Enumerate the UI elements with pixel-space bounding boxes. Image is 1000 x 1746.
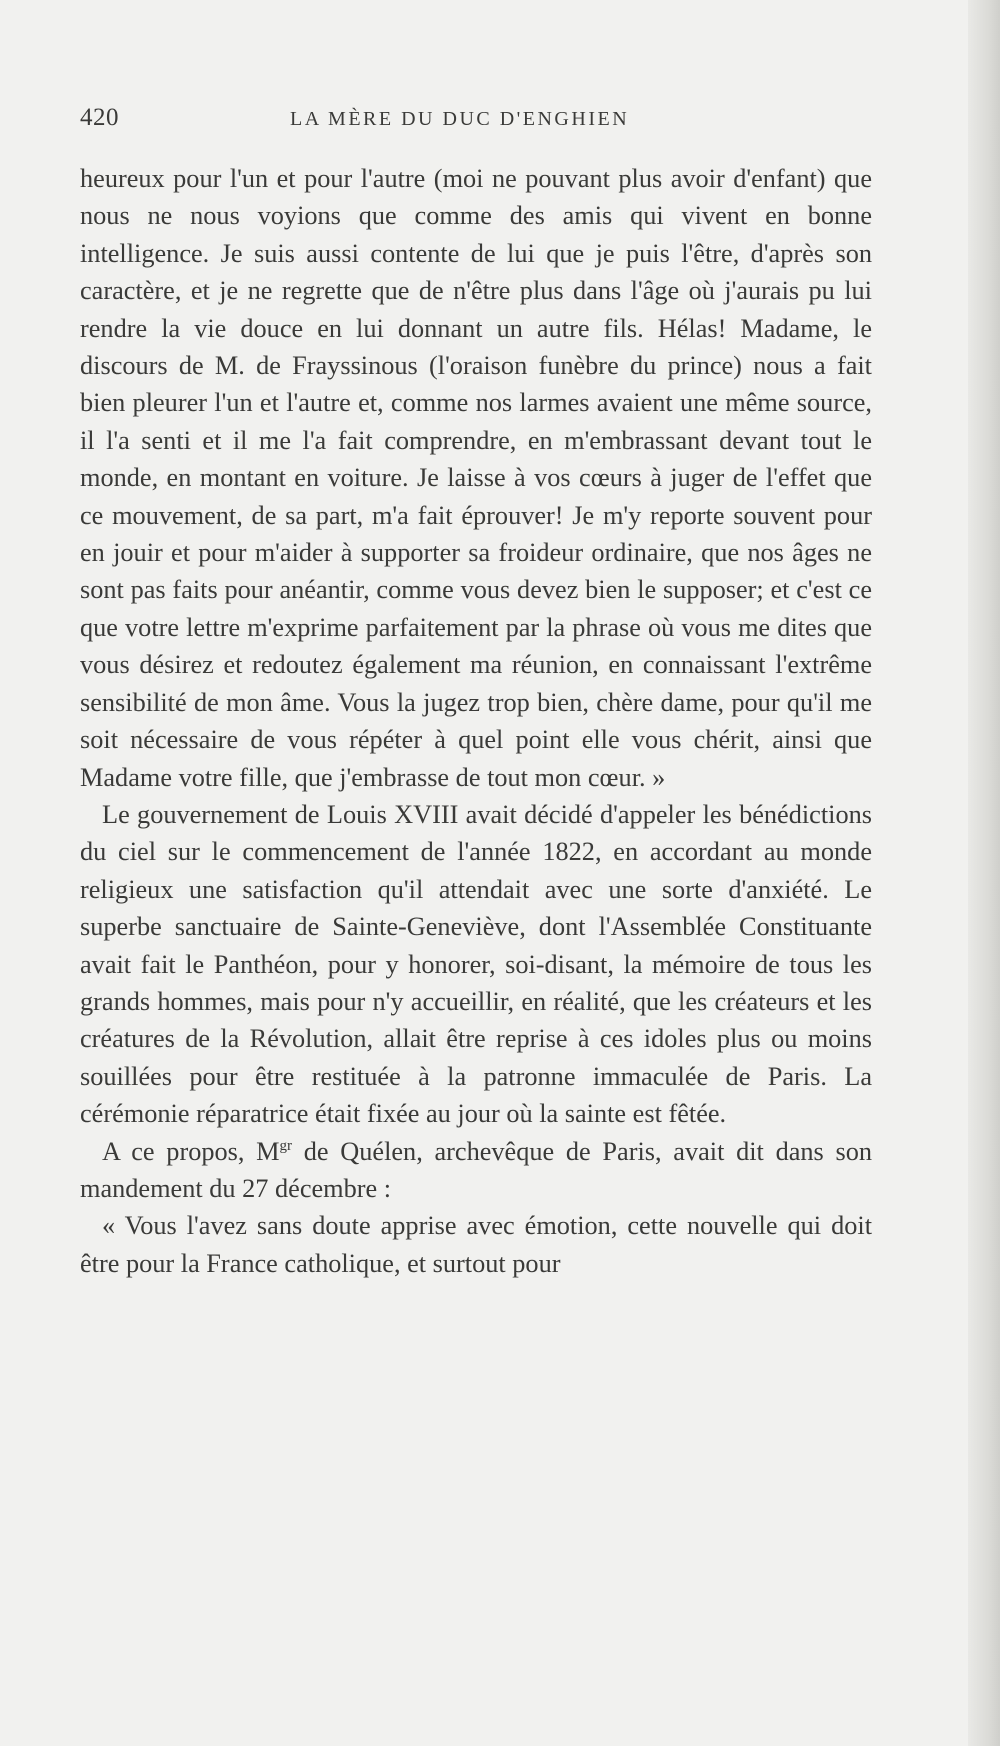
superscript-gr: gr — [279, 1137, 293, 1154]
running-title: LA MÈRE DU DUC D'ENGHIEN — [290, 108, 630, 130]
body-text — [80, 160, 872, 1282]
paragraph-quotation: « Vous l'avez sans doute apprise avec émotion, cette nouvelle qui doit être pour la France catholique, et surtout pour — [80, 1211, 872, 1278]
mandement-text-start: A ce propos, M — [102, 1136, 280, 1166]
paragraph-mandement — [80, 1133, 872, 1208]
page-edge-shadow — [968, 0, 1000, 1746]
paragraph-government: Le gouvernement de Louis XVIII avait décidé d'appeler les bénédictions du ciel sur le commencement de l'année 1822, en accordant au monde religieux une satisfaction qu'il attendait avec une sorte d'anxiété. Le superbe sanctuaire de Sainte-Geneviève, dont l'Assemblée Constituante avait fait le Panthéon, pour y honorer, soi-disant, la mémoire de tous les grands hommes, mais pour n'y accueillir, en réalité, que les créateurs et les créatures de la Révolution, allait être reprise à ces idoles plus ou moins souillées pour être restituée à la patronne immaculée de Paris. La cérémonie réparatrice était fixée au jour où la sainte est fêtée. — [80, 799, 872, 1129]
page-header — [80, 104, 872, 140]
page-number: 420 — [80, 104, 119, 131]
mandement-text-end: de Quélen, archevêque de Paris, avait dit dans son mandement du 27 décembre : — [80, 1136, 873, 1203]
paragraph-letter-continuation: heureux pour l'un et pour l'autre (moi ne pouvant plus avoir d'enfant) que nous ne nous voyions que comme des amis qui vivent en bonne intelligence. Je suis aussi contente de lui que je puis l'être, d'après son caractère, et je ne regrette que de n'être plus dans l'âge où j'aurais pu lui rendre la vie douce en lui donnant un autre fils. Hélas! Madame, le discours de M. de Frayssinous (l'oraison funèbre du prince) nous a fait bien pleurer l'un et l'autre et, comme nos larmes avaient une même source, il l'a senti et il me l'a fait comprendre, en m'embrassant devant tout le monde, en montant en voiture. Je laisse à vos cœurs à juger de l'effet que ce mouvement, de sa part, m'a fait éprouver! Je m'y reporte souvent pour en jouir et pour m'aider à supporter sa froideur ordinaire, que nos âges ne sont pas faits pour anéantir, comme vous devez bien le supposer; et c'est ce que votre lettre m'exprime parfaitement par la phrase où vous me dites que vous désirez et redoutez également ma réunion, en connaissant l'extrême sensibilité de mon âme. Vous la jugez trop bien, chère dame, pour qu'il me soit nécessaire de vous répéter à quel point elle vous chérit, ainsi que Madame votre fille, que j'embrasse de tout mon cœur. » — [80, 164, 872, 792]
